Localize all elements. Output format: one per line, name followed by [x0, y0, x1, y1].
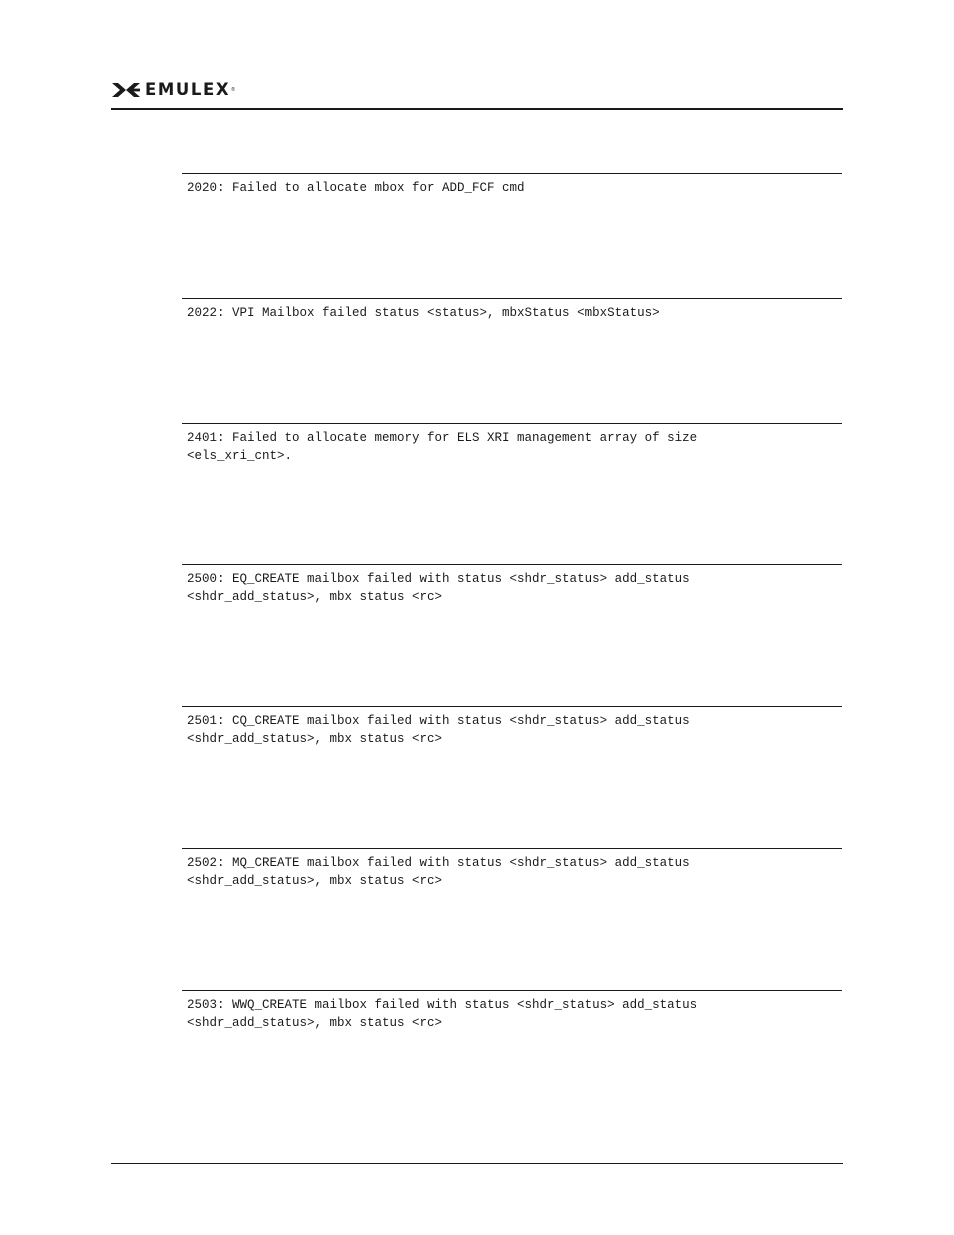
message-text: 2401: Failed to allocate memory for ELS XRI management array of size <els_xri_cnt>. [187, 431, 698, 463]
message-text: 2020: Failed to allocate mbox for ADD_FCF cmd [187, 181, 525, 195]
message-text: 2502: MQ_CREATE mailbox failed with status <shdr_status> add_status <shdr_add_status>, mbx status <rc> [187, 856, 690, 888]
emulex-logo-icon [111, 82, 141, 98]
message-entry [182, 990, 842, 1032]
trademark-symbol: ® [231, 87, 235, 93]
brand-name: EMULEX [145, 80, 231, 99]
message-entry [182, 848, 842, 890]
message-entry [182, 564, 842, 606]
message-entry [182, 173, 842, 198]
message-entry [182, 298, 842, 323]
message-text: 2503: WWQ_CREATE mailbox failed with status <shdr_status> add_status <shdr_add_status>, mbx status <rc> [187, 998, 698, 1030]
message-text: 2022: VPI Mailbox failed status <status>, mbxStatus <mbxStatus> [187, 306, 660, 320]
message-text: 2501: CQ_CREATE mailbox failed with status <shdr_status> add_status <shdr_add_status>, mbx status <rc> [187, 714, 690, 746]
message-text: 2500: EQ_CREATE mailbox failed with status <shdr_status> add_status <shdr_add_status>, mbx status <rc> [187, 572, 690, 604]
message-entry [182, 706, 842, 748]
message-entry [182, 423, 842, 465]
footer-divider [111, 1163, 843, 1164]
page-header [111, 80, 843, 110]
emulex-logo [111, 80, 235, 100]
